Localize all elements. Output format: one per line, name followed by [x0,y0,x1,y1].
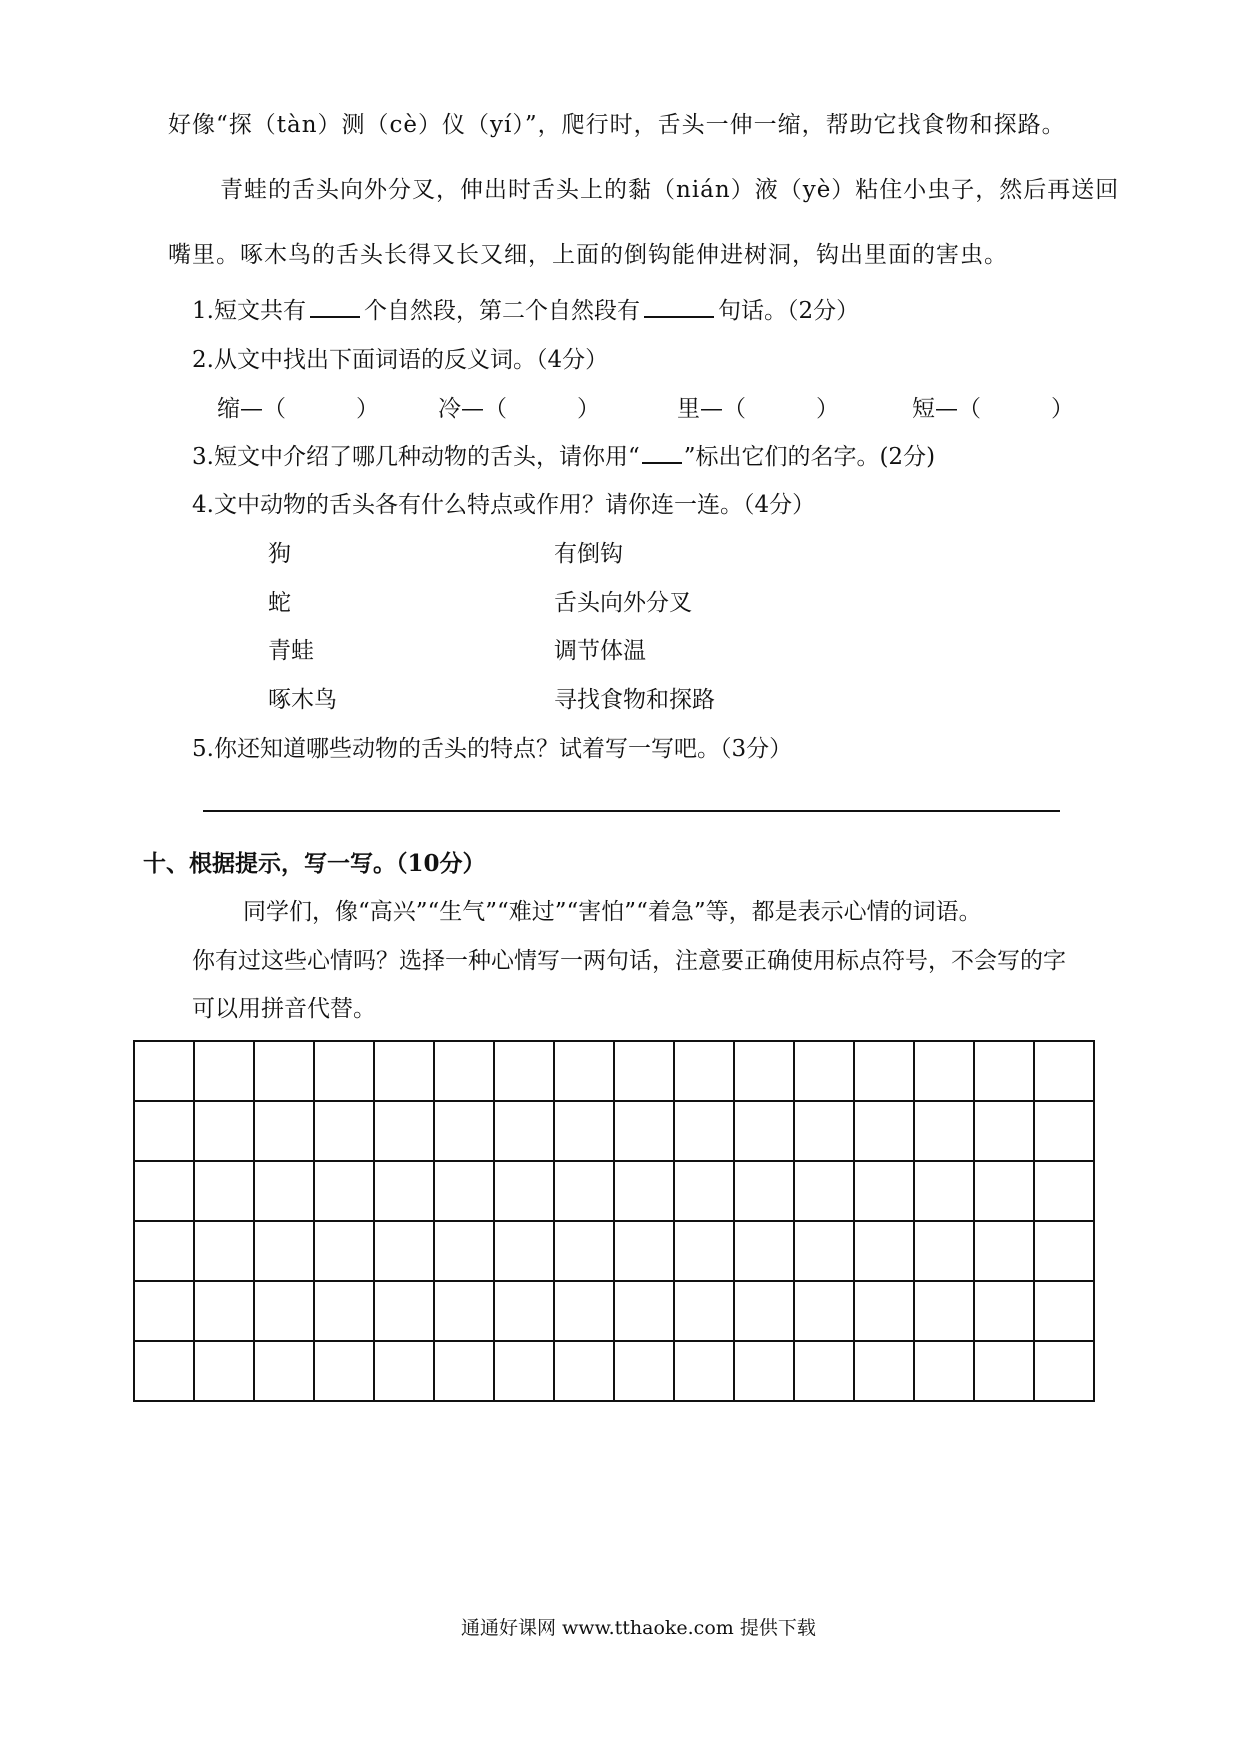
grid-cell[interactable] [134,1041,194,1101]
grid-cell[interactable] [794,1281,854,1341]
grid-cell[interactable] [974,1281,1034,1341]
grid-cell[interactable] [614,1281,674,1341]
match-right-item[interactable]: 调节体温 [554,638,646,664]
question-2: 2.从文中找出下面词语的反义词。（4分） [192,347,609,373]
match-right-item[interactable]: 寻找食物和探路 [554,687,715,713]
grid-cell[interactable] [554,1221,614,1281]
grid-cell[interactable] [614,1221,674,1281]
grid-cell[interactable] [974,1041,1034,1101]
match-left-item[interactable]: 狗 [268,541,291,567]
grid-cell[interactable] [314,1281,374,1341]
grid-cell[interactable] [554,1161,614,1221]
question-3-part-a: 3.短文中介绍了哪几种动物的舌头，请你用“ [192,444,640,470]
question-3 [192,438,935,471]
grid-row [134,1281,1094,1341]
grid-cell[interactable] [674,1101,734,1161]
grid-cell[interactable] [1034,1281,1094,1341]
question-1-part-b: 个自然段，第二个自然段有 [363,298,640,324]
antonym-word: 短—（ [912,396,981,422]
grid-cell[interactable] [614,1161,674,1221]
grid-cell[interactable] [914,1281,974,1341]
grid-cell[interactable] [854,1161,914,1221]
grid-cell[interactable] [854,1101,914,1161]
grid-cell[interactable] [134,1221,194,1281]
question-1 [192,292,859,325]
grid-cell[interactable] [614,1101,674,1161]
section-10-heading: 十、根据提示，写一写。（10分） [143,850,486,877]
grid-cell[interactable] [914,1161,974,1221]
grid-cell[interactable] [674,1341,734,1401]
grid-cell[interactable] [194,1281,254,1341]
grid-cell[interactable] [434,1041,494,1101]
grid-cell[interactable] [494,1161,554,1221]
grid-cell[interactable] [254,1161,314,1221]
antonym-item[interactable] [438,390,600,423]
grid-cell[interactable] [1034,1161,1094,1221]
grid-row [134,1041,1094,1101]
grid-cell[interactable] [194,1041,254,1101]
grid-cell[interactable] [194,1101,254,1161]
grid-cell[interactable] [1034,1041,1094,1101]
antonym-word: 里—（ [677,396,746,422]
grid-cell[interactable] [374,1161,434,1221]
passage-line-3: 嘴里。啄木鸟的舌头长得又长又细，上面的倒钩能伸进树洞，钩出里面的害虫。 [168,242,1008,268]
question-5: 5.你还知道哪些动物的舌头的特点？试着写一写吧。（3分） [192,736,793,762]
grid-cell[interactable] [374,1281,434,1341]
grid-cell[interactable] [794,1221,854,1281]
grid-cell[interactable] [494,1101,554,1161]
question-3-part-b: ”标出它们的名字。(2分) [683,444,936,470]
grid-cell[interactable] [254,1221,314,1281]
antonym-item[interactable] [217,390,379,423]
grid-cell[interactable] [374,1341,434,1401]
passage-line-1: 好像“探（tàn）测（cè）仪（yí）”，爬行时，舌头一伸一缩，帮助它找食物和探路。 [168,112,1066,138]
grid-row [134,1221,1094,1281]
grid-cell[interactable] [734,1281,794,1341]
antonym-close: ） [577,396,600,422]
question-4: 4.文中动物的舌头各有什么特点或作用？请你连一连。（4分） [192,492,816,518]
grid-cell[interactable] [134,1101,194,1161]
grid-cell[interactable] [974,1341,1034,1401]
grid-cell[interactable] [374,1101,434,1161]
page-footer: 通通好课网 www.tthaoke.com 提供下载 [461,1617,816,1639]
antonym-word: 冷—（ [438,396,507,422]
grid-cell[interactable] [614,1041,674,1101]
grid-cell[interactable] [434,1221,494,1281]
grid-cell[interactable] [854,1221,914,1281]
match-left-item[interactable]: 啄木鸟 [268,687,337,713]
grid-cell[interactable] [134,1281,194,1341]
answer-blank-sentence-count[interactable] [644,296,714,318]
grid-cell[interactable] [434,1161,494,1221]
underline-sample [642,442,682,464]
grid-cell[interactable] [794,1161,854,1221]
grid-cell[interactable] [314,1161,374,1221]
grid-cell[interactable] [734,1161,794,1221]
antonym-item[interactable] [912,390,1074,423]
grid-cell[interactable] [134,1161,194,1221]
grid-cell[interactable] [554,1101,614,1161]
grid-cell[interactable] [914,1041,974,1101]
grid-cell[interactable] [494,1281,554,1341]
match-right-item[interactable]: 舌头向外分叉 [554,590,692,616]
grid-cell[interactable] [674,1161,734,1221]
grid-cell[interactable] [314,1221,374,1281]
question-1-part-c: 句话。（2分） [717,298,860,324]
grid-cell[interactable] [1034,1101,1094,1161]
section-10-line-1: 同学们，像“高兴”“生气”“难过”“害怕”“着急”等，都是表示心情的词语。 [243,899,982,925]
section-10-line-3: 可以用拼音代替。 [192,996,376,1022]
match-left-item[interactable]: 蛇 [268,590,291,616]
grid-cell[interactable] [614,1341,674,1401]
grid-cell[interactable] [314,1101,374,1161]
grid-cell[interactable] [1034,1341,1094,1401]
grid-cell[interactable] [734,1041,794,1101]
answer-blank-paragraph-count[interactable] [310,296,360,318]
grid-cell[interactable] [194,1221,254,1281]
grid-cell[interactable] [974,1101,1034,1161]
grid-cell[interactable] [794,1341,854,1401]
grid-cell[interactable] [254,1101,314,1161]
question-1-part-a: 1.短文共有 [192,298,306,324]
grid-row [134,1341,1094,1401]
grid-cell[interactable] [554,1281,614,1341]
antonym-item[interactable] [677,390,839,423]
grid-cell[interactable] [854,1281,914,1341]
grid-cell[interactable] [974,1221,1034,1281]
grid-cell[interactable] [554,1341,614,1401]
grid-row [134,1161,1094,1221]
grid-cell[interactable] [854,1341,914,1401]
grid-cell[interactable] [674,1281,734,1341]
grid-cell[interactable] [734,1221,794,1281]
grid-cell[interactable] [254,1341,314,1401]
grid-cell[interactable] [494,1221,554,1281]
grid-cell[interactable] [314,1041,374,1101]
match-right-item[interactable]: 有倒钩 [554,541,623,567]
grid-cell[interactable] [914,1221,974,1281]
grid-cell[interactable] [434,1341,494,1401]
grid-cell[interactable] [554,1041,614,1101]
grid-cell[interactable] [434,1101,494,1161]
grid-cell[interactable] [134,1341,194,1401]
grid-cell[interactable] [674,1221,734,1281]
antonym-close: ） [356,396,379,422]
grid-cell[interactable] [674,1041,734,1101]
grid-cell[interactable] [1034,1221,1094,1281]
grid-cell[interactable] [794,1101,854,1161]
answer-line[interactable] [203,810,1060,812]
grid-cell[interactable] [914,1101,974,1161]
grid-cell[interactable] [494,1341,554,1401]
grid-cell[interactable] [194,1341,254,1401]
passage-line-2: 青蛙的舌头向外分叉，伸出时舌头上的黏（nián）液（yè）粘住小虫子，然后再送回 [220,177,1120,203]
grid-cell[interactable] [494,1041,554,1101]
grid-cell[interactable] [374,1221,434,1281]
antonym-word: 缩—（ [217,396,286,422]
antonym-close: ） [1051,396,1074,422]
grid-cell[interactable] [254,1041,314,1101]
grid-cell[interactable] [914,1341,974,1401]
antonym-close: ） [816,396,839,422]
grid-cell[interactable] [434,1281,494,1341]
grid-cell[interactable] [734,1101,794,1161]
match-left-item[interactable]: 青蛙 [268,638,314,664]
section-10-line-2: 你有过这些心情吗？选择一种心情写一两句话，注意要正确使用标点符号，不会写的字 [192,948,1066,974]
grid-cell[interactable] [314,1341,374,1401]
grid-cell[interactable] [974,1161,1034,1221]
grid-cell[interactable] [374,1041,434,1101]
grid-cell[interactable] [734,1341,794,1401]
writing-grid[interactable] [133,1040,1095,1402]
grid-cell[interactable] [254,1281,314,1341]
grid-cell[interactable] [794,1041,854,1101]
grid-cell[interactable] [194,1161,254,1221]
grid-cell[interactable] [854,1041,914,1101]
grid-row [134,1101,1094,1161]
